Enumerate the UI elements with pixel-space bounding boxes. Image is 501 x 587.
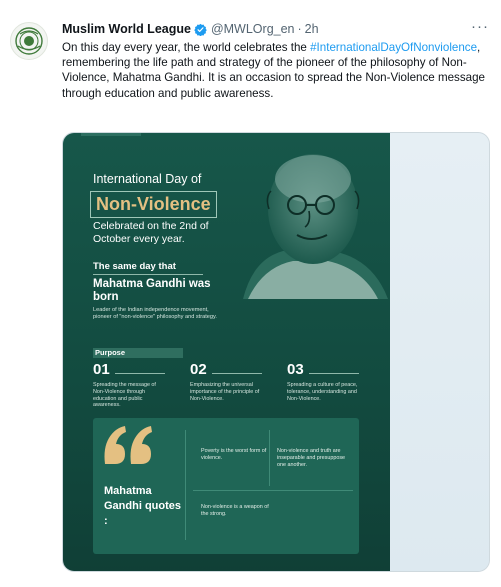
purpose-number: 03: [287, 361, 304, 378]
tweet-header: [62, 20, 489, 38]
quote-text: Non-violence and truth are inseparable and presuppose one another.: [277, 448, 346, 468]
timestamp[interactable]: 2h: [304, 22, 319, 36]
purpose-number: 02: [190, 361, 207, 378]
separator-dot: ·: [297, 22, 302, 36]
tweet-text-start: On this day every year, the world celebrates the: [62, 41, 311, 54]
divider: [212, 373, 262, 374]
gandhi-portrait-illustration: [213, 139, 390, 299]
handle[interactable]: @MWLOrg_en: [210, 22, 295, 36]
poster-intl-day: International Day of: [93, 172, 202, 186]
poster-image[interactable]: [63, 133, 390, 572]
display-name[interactable]: Muslim World League: [62, 22, 191, 36]
tweet-media[interactable]: [62, 132, 490, 572]
purpose-text: Spreading the message of Non-Violence through education and public awareness.: [93, 382, 156, 409]
quote-text: Non-violence is a weapon of the strong.: [201, 504, 269, 517]
poster-top-line: [81, 133, 141, 136]
purpose-text: Spreading a culture of peace, tolerance, understanding and Non-Violence.: [287, 382, 358, 402]
poster-gandhi-born: Mahatma Gandhi was born: [93, 278, 211, 303]
divider: [185, 430, 186, 540]
more-icon[interactable]: ···: [471, 18, 489, 35]
divider: [93, 274, 203, 275]
quote-text: Poverty is the worst form of violence.: [201, 448, 267, 461]
avatar[interactable]: [10, 22, 48, 60]
purpose-text: Emphasizing the universal importance of the principle of Non-Violence.: [190, 382, 260, 402]
poster-celebrated-date: Celebrated on the 2nd of October every year.: [93, 220, 209, 245]
purpose-number: 01: [93, 361, 110, 378]
quotes-card: [93, 418, 359, 554]
quotes-heading: Mahatma Gandhi quotes :: [104, 485, 181, 527]
tweet-text: [62, 40, 490, 101]
media-side-panel: [390, 133, 490, 572]
mwl-logo-icon: [14, 26, 44, 56]
divider: [115, 373, 165, 374]
divider: [193, 490, 353, 491]
poster-purpose-label: Purpose: [93, 348, 183, 358]
quote-mark-icon: [101, 424, 157, 468]
divider: [309, 373, 359, 374]
hashtag-link[interactable]: #InternationalDayOfNonviolence: [310, 41, 478, 54]
verified-badge-icon: [194, 23, 207, 36]
tweet-text-end: , remembering the life path and strategy of the pioneer of the philosophy of Non-Violence, Mahatma Gandhi. It is an occasion to spread the Non-Violence message through education and public awareness.: [62, 41, 485, 100]
poster-leader-description: Leader of the Indian independence movement, pioneer of "non-violence" philosophy and strategy.: [93, 307, 217, 321]
poster-non-violence-title: Non-Violence: [90, 191, 217, 218]
poster-same-day: The same day that: [93, 261, 176, 272]
